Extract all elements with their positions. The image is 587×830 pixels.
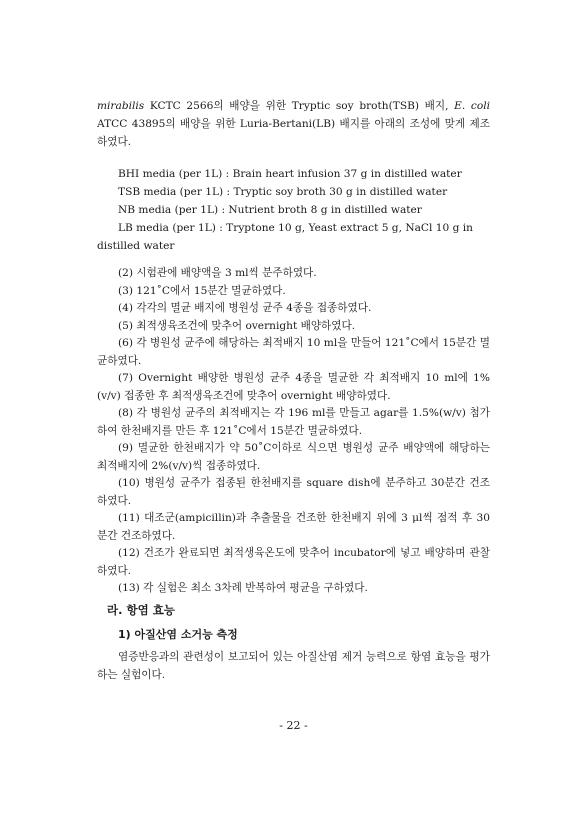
species-name-mirabilis: mirabilis xyxy=(97,100,145,112)
media-composition-list xyxy=(97,165,490,255)
section-heading: 라. 항염 효능 xyxy=(107,603,175,617)
page-number: - 22 - xyxy=(279,719,308,732)
step-9: (9) 멸균한 한천배지가 약 50˚C이하로 식으면 병원성 균주 배양액에 해당하는 최적배지에 2%(v/v)씩 접종하였다. xyxy=(97,442,490,472)
media-line-nb: NB media (per 1L) : Nutrient broth 8 g in distilled water xyxy=(118,204,422,216)
step-10: (10) 병원성 균주가 접종된 한천배지를 square dish에 분주하고 30분간 건조 하였다. xyxy=(97,477,490,507)
step-7: (7) Overnight 배양한 병원성 균주 4종을 멸균한 각 최적배지 10 ml에 1%(v/v) 접종한 후 최적생육조건에 맞추어 overnight 배양하였다. xyxy=(97,372,490,402)
subsection-heading: 1) 아질산염 소거능 측정 xyxy=(118,628,238,641)
final-paragraph: 염증반응과의 관련성이 보고되어 있는 아질산염 제거 능력으로 항염 효능을 평가하는 실험이다. xyxy=(97,651,490,681)
step-13: (13) 각 실험은 최소 3차례 반복하여 평균을 구하였다. xyxy=(118,582,368,594)
media-line-tsb: TSB media (per 1L) : Tryptic soy broth 30 g in distilled water xyxy=(118,186,448,198)
step-4: (4) 각각의 멸균 배지에 병원성 균주 4종을 접종하였다. xyxy=(118,302,372,314)
step-8: (8) 각 병원성 균주의 최적배지는 각 196 ml를 만들고 agar를 1.5%(w/v) 첨가하여 한천배지를 만든 후 121˚C에서 15분간 멸균하였다. xyxy=(97,407,490,437)
species-name-ecoli: E. coli xyxy=(454,100,490,112)
intro-text-2: ATCC 43895의 배양을 위한 Luria-Bertani(LB) 배지를 아래의 조성에 맞게 제조하였다. xyxy=(97,118,490,148)
intro-text-1: KCTC 2566의 배양을 위한 Tryptic soy broth(TSB) 배지, xyxy=(144,100,455,112)
media-line-lb-continued: distilled water xyxy=(97,240,175,252)
intro-paragraph xyxy=(97,97,490,151)
step-2: (2) 시험관에 배양액을 3 ml씩 분주하였다. xyxy=(118,267,317,279)
step-12: (12) 건조가 완료되면 최적생육온도에 맞추어 incubator에 넣고 배양하며 관찰하였다. xyxy=(97,547,490,577)
step-11: (11) 대조군(ampicillin)과 추출물을 건조한 한천배지 위에 3 μl씩 점적 후 30분간 건조하였다. xyxy=(97,512,490,542)
media-line-bhi: BHI media (per 1L) : Brain heart infusion 37 g in distilled water xyxy=(118,168,462,180)
step-6: (6) 각 병원성 균주에 해당하는 최적배지 10 ml을 만들어 121˚C에서 15분간 멸균하였다. xyxy=(97,337,490,367)
media-line-lb: LB media (per 1L) : Tryptone 10 g, Yeast extract 5 g, NaCl 10 g in xyxy=(118,222,473,234)
step-5: (5) 최적생육조건에 맞추어 overnight 배양하였다. xyxy=(118,320,356,332)
step-3: (3) 121˚C에서 15분간 멸균하였다. xyxy=(118,285,286,297)
